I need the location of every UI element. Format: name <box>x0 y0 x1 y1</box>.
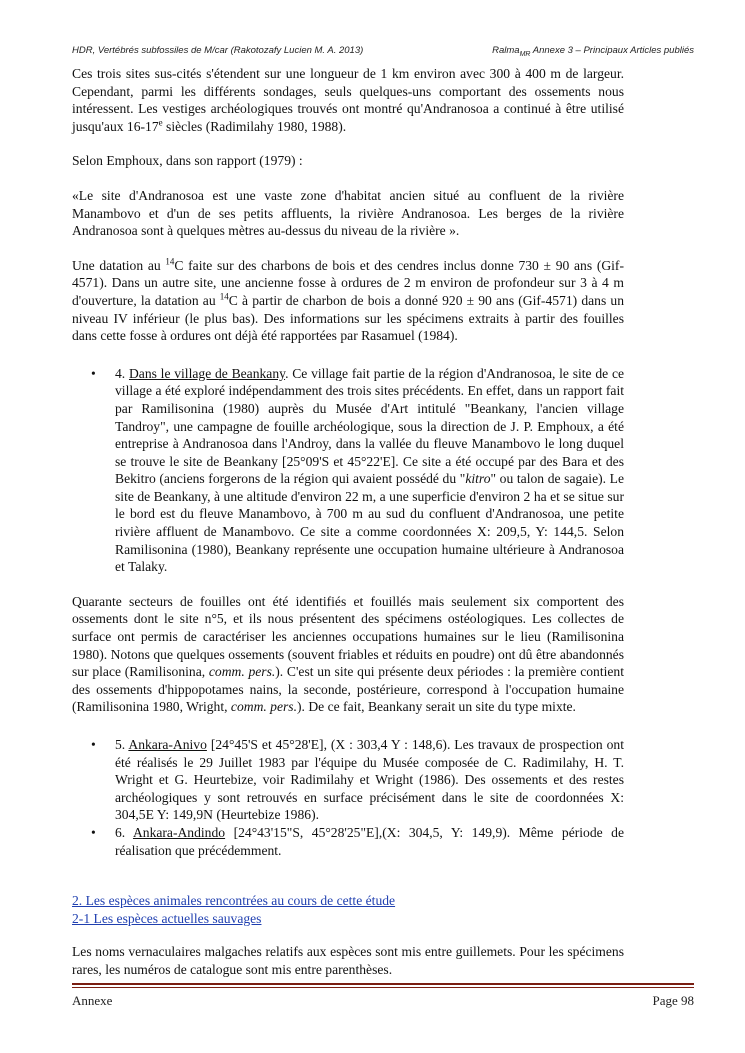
bullet-icon: • <box>91 737 96 752</box>
item6-title: Ankara-Andindo <box>132 824 226 840</box>
item4-text-a: . Ce village fait partie de la région d'Andranosoa, le site de ce village a été exploré indépendamment des trois sites précédents. En effet, dans un rapport fait par Ramilisonina (1980) auprès du Musée d'Art intitulé "Beankany, l'ancien village Tandroy", une campagne de fouille archéologique, sous la direction de J. P. Emphoux, a été entreprise à Andranosoa dans l'Androy, dans la vallée du fleuve Manambovo le long duquel se trouve le site de Beankany [25°09'S et 45°22'E]. Ce site a été occupé par des Bara et des Bekitro (anciens forgerons de la région qui avaient possédé du " <box>115 365 625 487</box>
para1-text: Ces trois sites sus-cités s'étendent sur une longueur de 1 km environ avec 300 à 400 m de largeur. Cependant, parmi les différents sondages, seuls quelques-uns comportant des ossements nous intéressent. Les vestiges archéologiques trouvés ont montré qu'Andranosoa a continué à être utilisé jusqu'aux 16-17 <box>72 66 624 134</box>
para5-b: ). C'est un site qui présente deux périodes : la première contient des ossements d'hippopotames nains, la seconde, postérieure, correspond à l'occupation humaine (Ramilisonina 1980, Wright, <box>72 664 624 715</box>
para1-end: siècles (Radimilahy 1980, 1988). <box>162 118 347 134</box>
page-number: Page 98 <box>652 993 694 1008</box>
item5-title: Ankara-Anivo <box>128 737 207 752</box>
para5-italic-2: comm. pers. <box>230 699 297 715</box>
site-list-beankany <box>72 365 624 576</box>
para4-a: Une datation au <box>72 257 166 273</box>
para5-a: Quarante secteurs de fouilles ont été identifiés et fouillés mais seulement six comportent des ossements dont le site n°5, et ils nous présentent des spécimens ostéologiques. Les collectes de surface ont permis de caractériser les anciennes occupations humaines sur le lieu (Ramilisonina 1980). Notons que quelques ossements (souvent friables et réduits en poudre) ont dû être abandonnés sur place (Ramilisonina, <box>72 593 624 680</box>
link-section-2[interactable]: 2. Les espèces animales rencontrées au cours de cette étude <box>72 893 396 909</box>
paragraph-datation <box>72 257 624 345</box>
paragraph-sites-extent <box>72 65 624 135</box>
item6-number: 6. <box>115 824 133 840</box>
para4-sup1: 14 <box>165 256 175 267</box>
para5-c: ). De ce fait, Beankany serait un site du type mixte. <box>297 699 576 715</box>
item4-text-b: " ou talon de sagaie). Le site de Beankany, à une altitude d'environ 22 m, a une superficie d'environ 2 ha et se situe sur le bord est du fleuve Manambovo, à 700 m au sud du confluent d'Andranosoa, une petite rivière affluent de Manambovo. Ce site a comme coordonnées X: 209,5, Y: 144,5. Selon Ramilisonina (1980), Beankany représente une occupation humaine ultérieure à Andranosoa et Talaky. <box>115 471 625 575</box>
item4-title: Dans le village de Beankany <box>128 365 286 381</box>
item6-text: [24°43'15"S, 45°28'25"E],(X: 304,5, Y: 149,9). Même période de réalisation que précédemment. <box>115 824 624 858</box>
list-item-beankany <box>72 365 624 576</box>
para4-c: C à partir de charbon de bois a donné 920 ± 90 ans (Gif-4571) dans un niveau IV inférieur (le plus bas). Des informations sur les spécimens extraits à partir des fouilles dans cette fosse à ordures ont déjà été rapportées par Rasamuel (1984). <box>72 292 624 344</box>
item4-number: 4. <box>115 365 129 381</box>
footer-rule-thick <box>72 983 694 985</box>
section-links <box>72 892 624 927</box>
bullet-icon: • <box>91 824 96 840</box>
footer-left-text: Annexe <box>72 993 113 1008</box>
paragraph-quote: «Le site d'Andranosoa est une vaste zone d'habitat ancien situé au confluent de la rivière Manambovo et d'un de ses petits affluents, la rivière Andranosoa. Les berges de la rivière Andranosoa sont à quelques mètres au-dessus du niveau de la rivière ». <box>72 187 624 239</box>
site-list-ankara <box>72 736 624 859</box>
para4-b: C faite sur des charbons de bois et des cendres inclus donne 730 ± 90 ans (Gif-4571). Dans un autre site, une ancienne fosse à ordures de 2 m environ de profondeur sur 3 à 4 m d'ouverture, la datation au <box>72 257 624 308</box>
header-right-suffix: Annexe 3 – Principaux Articles publiés <box>530 45 694 56</box>
item5-number: 5. <box>115 737 129 752</box>
header-right-text <box>492 45 694 58</box>
paragraph-emphoux-intro: Selon Emphoux, dans son rapport (1979) : <box>72 153 303 169</box>
link-section-2-1[interactable]: 2-1 Les espèces actuelles sauvages <box>72 910 262 926</box>
bullet-icon: • <box>91 365 96 381</box>
para4-sup2: 14 <box>219 291 229 302</box>
header-right-prefix: Ralma <box>492 45 520 56</box>
paragraph-fouilles <box>72 593 624 716</box>
header-right-sub: MR <box>519 50 531 58</box>
header-left-text: HDR, Vertébrés subfossiles de M/car (Rakotozafy Lucien M. A. 2013) <box>72 45 364 56</box>
para5-italic-1: comm. pers. <box>208 664 276 680</box>
document-body <box>72 65 624 979</box>
para1-sup: e <box>158 117 163 128</box>
item5-text: [24°45'S et 45°28'E], (X : 303,4 Y : 148,6). Les travaux de prospection ont été réalisés le 29 Juillet 1983 par l'équipe du Musée composée de C. Radimilahy, H. T. Wright et G. Heurtebize, voir Radimilahy et Wright (1986). Des ossements et des restes archéologiques y sont retrouvés en surface précisément dans le site de coordonnées X: 304,5E Y: 149,9N (Heurtebize 1986). <box>115 737 624 823</box>
list-item-ankara-anivo <box>72 736 624 824</box>
item4-kitro: kitro <box>465 471 491 487</box>
list-item-ankara-andindo <box>72 824 624 859</box>
paragraph-vernaculaires: Les noms vernaculaires malgaches relatifs aux espèces sont mis entre guillemets. Pour les spécimens rares, les numéros de catalogue sont mis entre parenthèses. <box>72 944 624 977</box>
footer-rule-thin <box>72 987 694 988</box>
